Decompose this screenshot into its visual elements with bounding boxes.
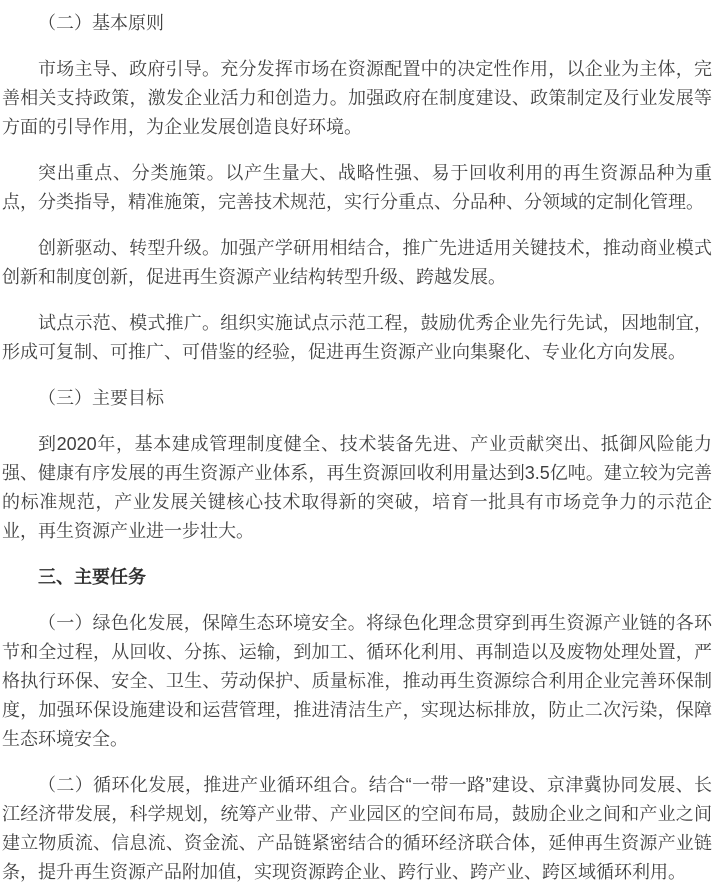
heading-main-tasks: 三、主要任务 bbox=[38, 567, 146, 587]
paragraph-innovation-driven-transformation: 创新驱动、转型升级。加强产学研用相结合，推广先进适用关键技术，推动商业模式创新和制度创新，促进再生资源产业结构转型升级、跨越发展。 bbox=[2, 238, 712, 287]
paragraph-focus-key-points-classified-measures: 突出重点、分类施策。以产生量大、战略性强、易于回收利用的再生资源品种为重点，分类指导，精准施策，完善技术规范，实行分重点、分品种、分领域的定制化管理。 bbox=[2, 163, 712, 212]
paragraph-green-development-ecological-safety: （一）绿色化发展，保障生态环境安全。将绿色化理念贯穿到再生资源产业链的各环节和全过程，从回收、分拣、运输，到加工、循环化利用、再制造以及废物处理处置，严格执行环保、安全、卫生、劳动保护、质量标准，推动再生资源综合利用企业完善环保制度，加强环保设施建设和运营管理，推进清洁生产，实现达标排放，防止二次污染，保障生态环境安全。 bbox=[2, 613, 712, 749]
paragraph-market-led-government-guided: 市场主导、政府引导。充分发挥市场在资源配置中的决定性作用，以企业为主体，完善相关支持政策，激发企业活力和创造力。加强政府在制度建设、政策制定及行业发展等方面的引导作用，为企业发展创造良好环境。 bbox=[2, 59, 712, 137]
paragraph-2020-targets: 到2020年，基本建成管理制度健全、技术装备先进、产业贡献突出、抵御风险能力强、健康有序发展的再生资源产业体系，再生资源回收利用量达到3.5亿吨。建立较为完善的标准规范，产业发展关键核心技术取得新的突破，培育一批具有市场竞争力的示范企业，再生资源产业进一步壮大。 bbox=[2, 434, 712, 541]
heading-main-goals: （三）主要目标 bbox=[38, 388, 164, 408]
heading-basic-principles: （二）基本原则 bbox=[38, 13, 164, 33]
paragraph-pilot-demonstration-model-promotion: 试点示范、模式推广。组织实施试点示范工程，鼓励优秀企业先行先试，因地制宜，形成可复制、可推广、可借鉴的经验，促进再生资源产业向集聚化、专业化方向发展。 bbox=[2, 313, 712, 362]
paragraph-circular-development-industry-combination: （二）循环化发展，推进产业循环组合。结合“一带一路”建设、京津冀协同发展、长江经济带发展，科学规划，统筹产业带、产业园区的空间布局，鼓励企业之间和产业之间建立物质流、信息流、资金流、产品链紧密结合的循环经济联合体，延伸再生资源产业链条，提升再生资源产品附加值，实现资源跨企业、跨行业、跨产业、跨区域循环利用。 bbox=[2, 775, 712, 882]
